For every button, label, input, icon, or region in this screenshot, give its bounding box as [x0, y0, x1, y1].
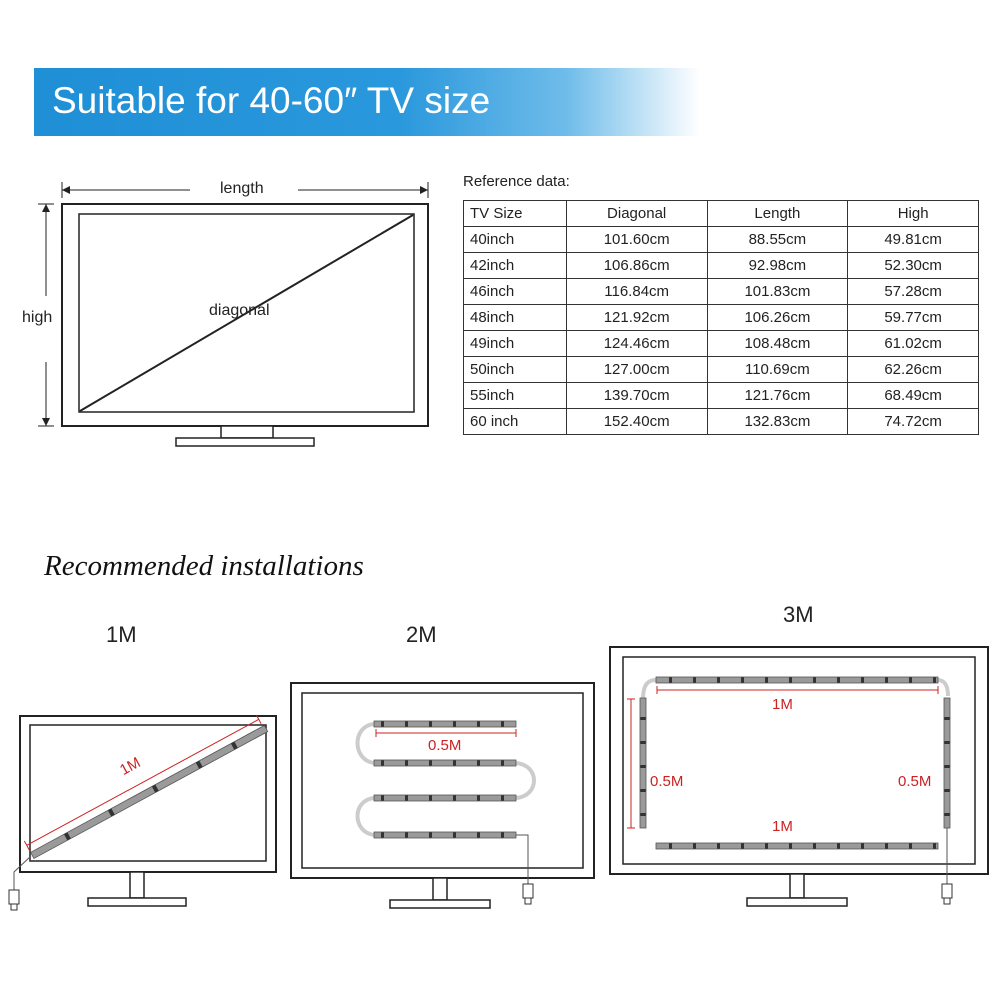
- led-strip-right: [944, 698, 950, 828]
- table-cell: 50inch: [464, 357, 567, 383]
- header-cell: Diagonal: [566, 201, 707, 227]
- led-strip: [374, 795, 516, 801]
- size-label-2m: 2M: [406, 622, 437, 647]
- installations-title: Recommended installations: [44, 550, 364, 582]
- led-strip: [374, 760, 516, 766]
- banner-title: Suitable for 40-60″ TV size: [52, 80, 491, 121]
- table-cell: 152.40cm: [566, 409, 707, 435]
- table-cell: 92.98cm: [707, 253, 848, 279]
- table-cell: 52.30cm: [848, 253, 979, 279]
- header-cell: High: [848, 201, 979, 227]
- header-cell: Length: [707, 201, 848, 227]
- table-cell: 101.83cm: [707, 279, 848, 305]
- table-cell: 48inch: [464, 305, 567, 331]
- table-cell: 68.49cm: [848, 383, 979, 409]
- led-strip-top: [656, 677, 938, 683]
- tv-2m: [291, 683, 594, 908]
- left-strip-label-3m: 0.5M: [650, 773, 684, 790]
- length-label: length: [220, 180, 264, 197]
- table-cell: 74.72cm: [848, 409, 979, 435]
- table-cell: 61.02cm: [848, 331, 979, 357]
- reference-title: Reference data:: [463, 173, 570, 190]
- strip-length-label-2m: 0.5M: [428, 737, 462, 754]
- table-cell: 116.84cm: [566, 279, 707, 305]
- table-cell: 42inch: [464, 253, 567, 279]
- table-cell: 124.46cm: [566, 331, 707, 357]
- tv-1m: [9, 714, 276, 910]
- led-strip: [374, 721, 516, 727]
- table-cell: 40inch: [464, 227, 567, 253]
- table-cell: 106.26cm: [707, 305, 848, 331]
- led-strip: [374, 832, 516, 838]
- table-cell: 101.60cm: [566, 227, 707, 253]
- table-cell: 106.86cm: [566, 253, 707, 279]
- high-label: high: [22, 309, 53, 326]
- led-strip-left: [640, 698, 646, 828]
- top-strip-label-3m: 1M: [772, 696, 793, 713]
- right-strip-label-3m: 0.5M: [898, 773, 932, 790]
- bottom-strip-label-3m: 1M: [772, 818, 793, 835]
- table-cell: 121.92cm: [566, 305, 707, 331]
- header-cell: TV Size: [464, 201, 567, 227]
- size-label-3m: 3M: [783, 602, 814, 627]
- table-cell: 139.70cm: [566, 383, 707, 409]
- size-label-1m: 1M: [106, 622, 137, 647]
- table-cell: 121.76cm: [707, 383, 848, 409]
- table-cell: 55inch: [464, 383, 567, 409]
- table-cell: 46inch: [464, 279, 567, 305]
- table-cell: 59.77cm: [848, 305, 979, 331]
- led-strip-bottom: [656, 843, 938, 849]
- table-cell: 88.55cm: [707, 227, 848, 253]
- table-cell: 110.69cm: [707, 357, 848, 383]
- table-cell: 60 inch: [464, 409, 567, 435]
- table-cell: 49inch: [464, 331, 567, 357]
- table-cell: 57.28cm: [848, 279, 979, 305]
- strip-length-label-1m: 1M: [117, 754, 144, 779]
- table-cell: 62.26cm: [848, 357, 979, 383]
- table-cell: 127.00cm: [566, 357, 707, 383]
- table-cell: 132.83cm: [707, 409, 848, 435]
- diagonal-label: diagonal: [209, 302, 270, 319]
- table-cell: 49.81cm: [848, 227, 979, 253]
- table-cell: 108.48cm: [707, 331, 848, 357]
